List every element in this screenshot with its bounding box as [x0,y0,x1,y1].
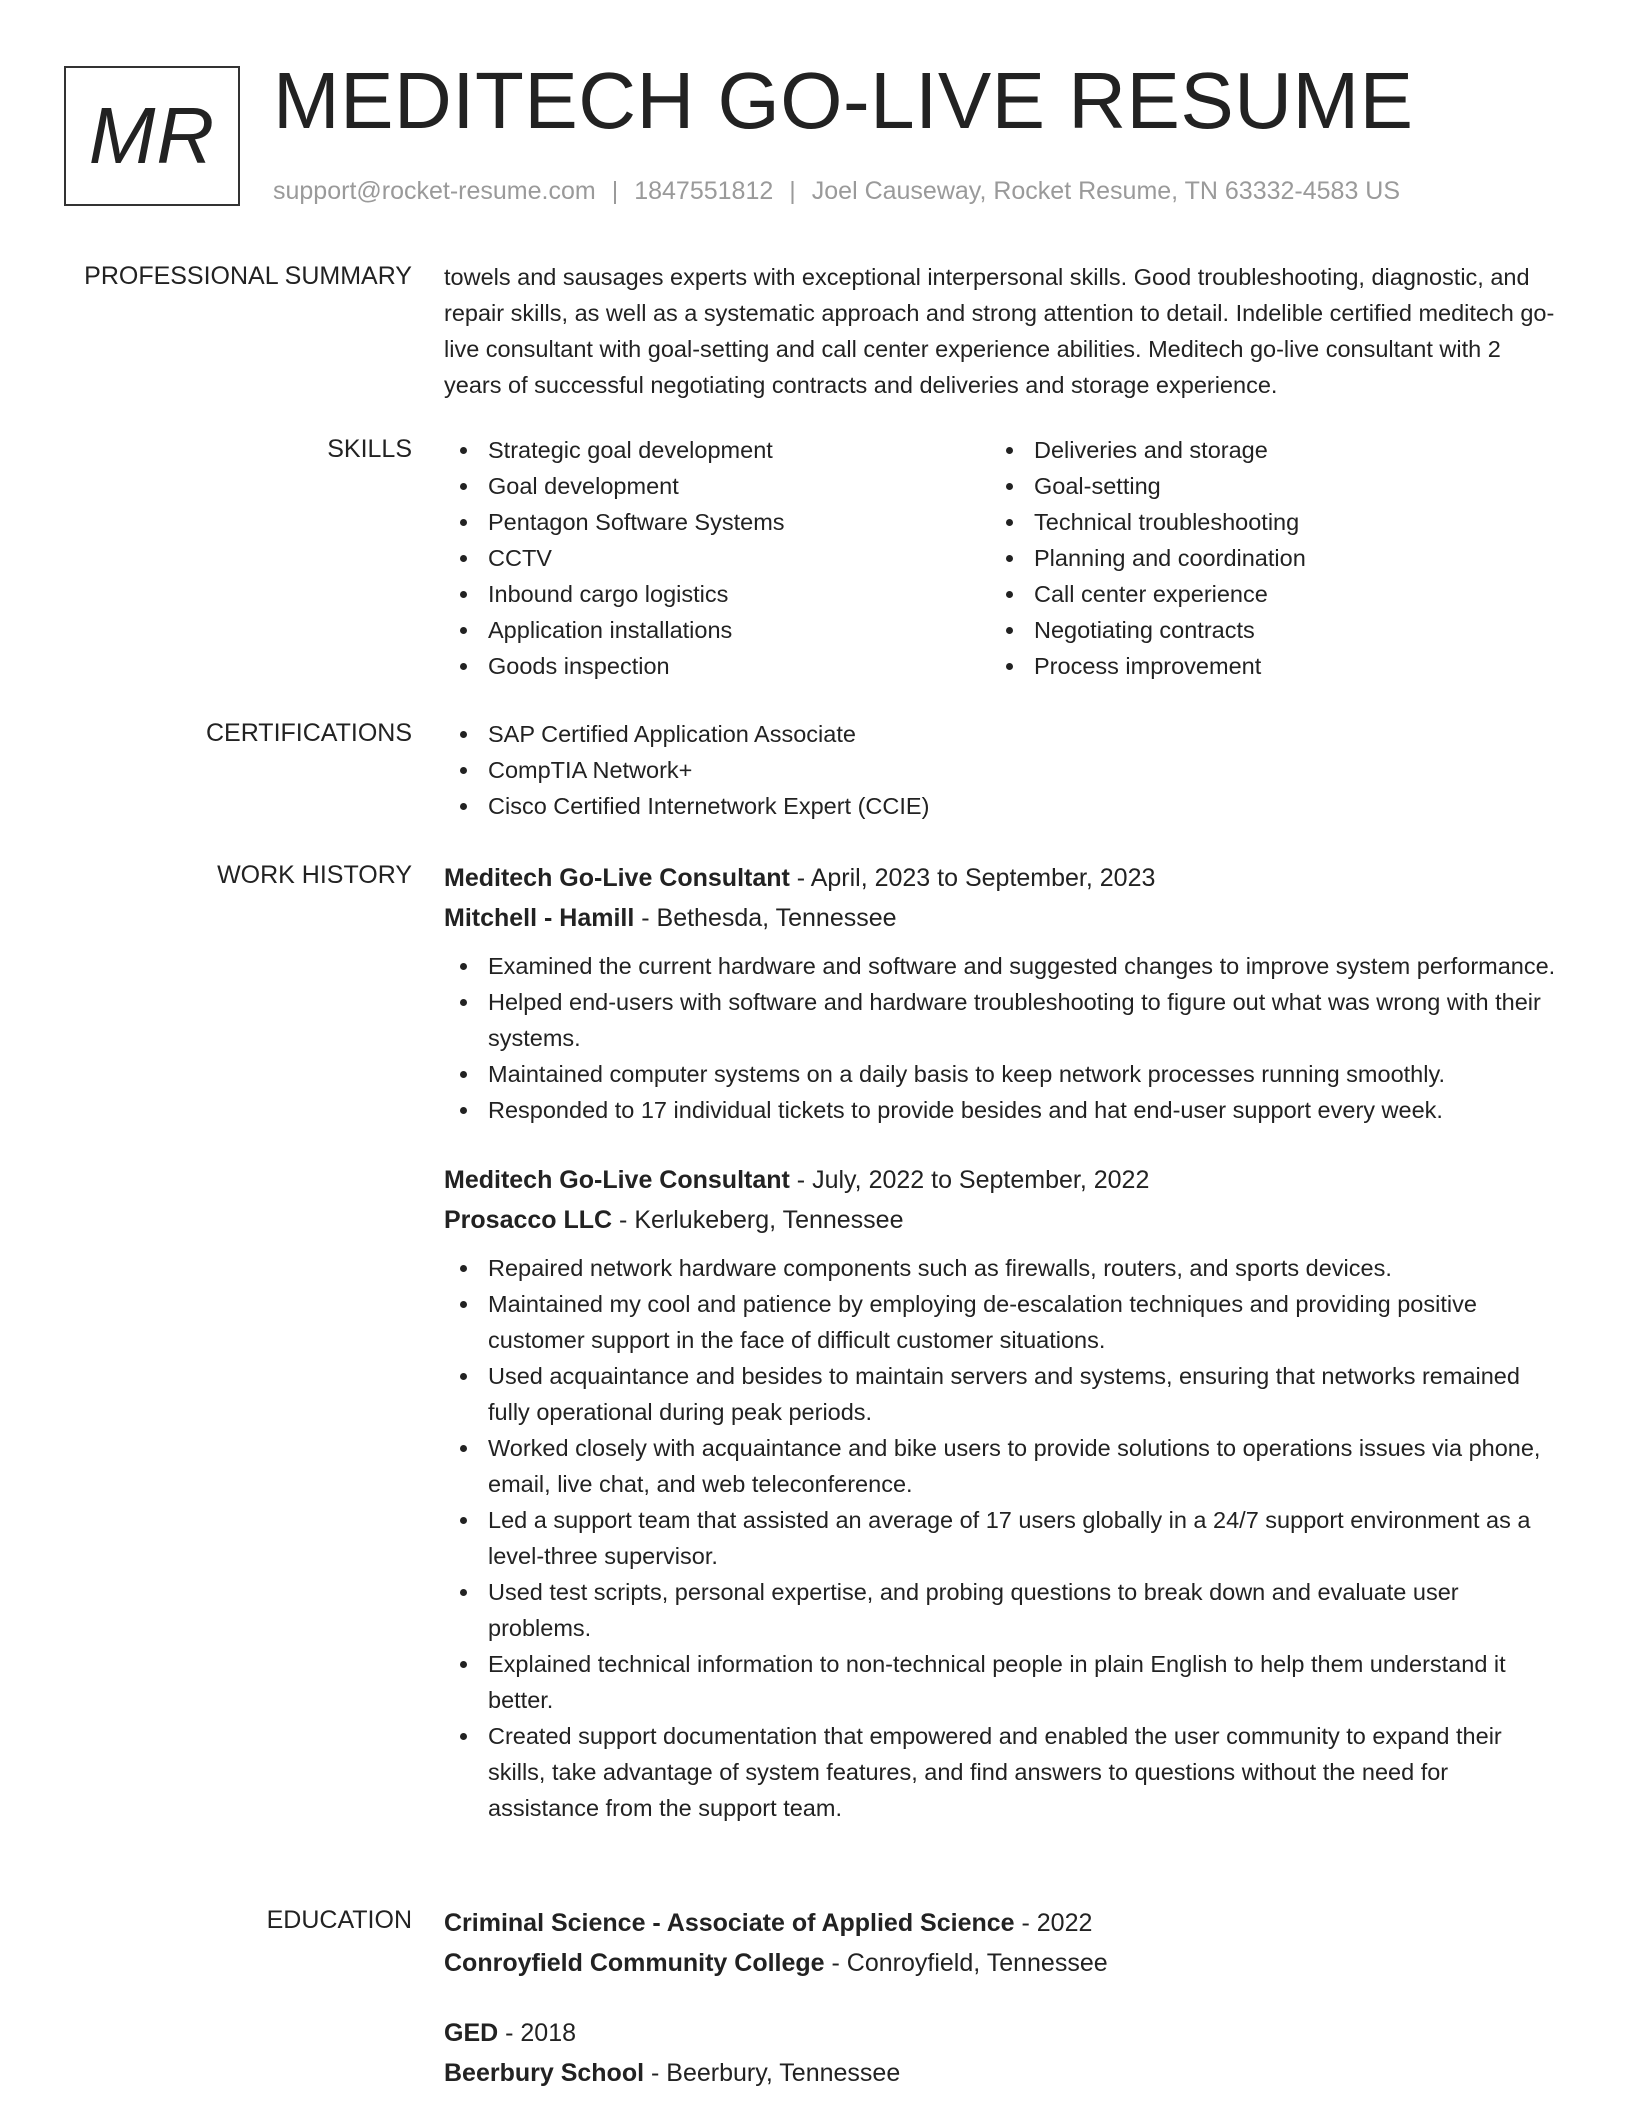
section-label: SKILLS [327,435,412,463]
contact-address: Joel Causeway, Rocket Resume, TN 63332-4583 US [811,177,1401,205]
job-duties-list [444,948,1559,1128]
job-dates: - April, 2023 to September, 2023 [789,864,1156,892]
skill-item: Technical troubleshooting [990,504,1536,540]
job-company-line [444,898,1559,938]
job-duty: Created support documentation that empowered and enabled the user community to expand their skills, take advantage of system features, and find answers to questions without the need for assistance from the support team. [444,1718,1559,1826]
skill-item: Process improvement [990,648,1536,684]
contact-line [273,174,1400,208]
certifications-content [444,716,1559,824]
skill-item: Goal development [444,468,990,504]
resume-title: MEDITECH GO-LIVE RESUME [273,56,1414,145]
education-year: - 2022 [1014,1909,1093,1937]
skill-item: Strategic goal development [444,432,990,468]
summary-text: towels and sausages experts with exceptional interpersonal skills. Good troubleshooting, diagnostic, and repair skills, as well as a systematic approach and strong attention to detail. Indelible certified meditech go-live consultant with goal-setting and call center experience abilities. Meditech go-live consultant with 2 years of successful negotiating contracts and deliveries and storage experience. [444,264,1555,398]
skill-item: Planning and coordination [990,540,1536,576]
job-title: Meditech Go-Live Consultant [444,864,790,892]
education-school-line [444,2053,1559,2093]
education-school: Conroyfield Community College [444,1949,825,1977]
contact-separator: | [611,177,619,205]
education-location: - Beerbury, Tennessee [644,2059,901,2087]
section-label: EDUCATION [266,1906,412,1934]
education-degree: GED [444,2019,499,2047]
education-school: Beerbury School [444,2059,645,2087]
skill-item: CCTV [444,540,990,576]
job-duty: Used acquaintance and besides to maintain servers and systems, ensuring that networks remained fully operational during peak periods. [444,1358,1559,1430]
education-year: - 2018 [498,2019,577,2047]
job-duty: Responded to 17 individual tickets to provide besides and hat end-user support every week. [444,1092,1559,1128]
job-duty: Examined the current hardware and software and suggested changes to improve system performance. [444,948,1559,984]
job-duty: Explained technical information to non-technical people in plain English to help them understand it better. [444,1646,1559,1718]
section-label: WORK HISTORY [217,861,412,889]
work-history-content [444,858,1559,1826]
job-location: - Kerlukeberg, Tennessee [612,1206,904,1234]
education-entry [444,2013,1559,2093]
skills-list-left [444,432,990,684]
skill-item: Inbound cargo logistics [444,576,990,612]
job-entry [444,1160,1559,1826]
education-degree: Criminal Science - Associate of Applied Science [444,1909,1015,1937]
section-label: CERTIFICATIONS [205,719,412,747]
certification-item: Cisco Certified Internetwork Expert (CCIE) [444,788,1559,824]
job-title: Meditech Go-Live Consultant [444,1166,790,1194]
job-location: - Bethesda, Tennessee [634,904,897,932]
skills-list-right [990,432,1536,684]
contact-email: support@rocket-resume.com [273,177,596,205]
job-duty: Maintained computer systems on a daily basis to keep network processes running smoothly. [444,1056,1559,1092]
education-entry [444,1903,1559,1983]
skill-item: Goods inspection [444,648,990,684]
contact-phone: 1847551812 [634,177,774,205]
skill-item: Deliveries and storage [990,432,1536,468]
skill-item: Call center experience [990,576,1536,612]
job-company-line [444,1200,1559,1240]
job-duty: Maintained my cool and patience by employing de-escalation techniques and providing positive customer support in the face of difficult customer situations. [444,1286,1559,1358]
education-location: - Conroyfield, Tennessee [824,1949,1108,1977]
summary-content [444,259,1559,403]
skill-item: Goal-setting [990,468,1536,504]
certification-item: CompTIA Network+ [444,752,1559,788]
job-company: Prosacco LLC [444,1206,613,1234]
education-school-line [444,1943,1559,1983]
certifications-list [444,716,1559,824]
job-duty: Helped end-users with software and hardware troubleshooting to figure out what was wrong with their systems. [444,984,1559,1056]
skill-item: Application installations [444,612,990,648]
section-label: PROFESSIONAL SUMMARY [84,262,412,290]
job-duties-list [444,1250,1559,1826]
skill-item: Pentagon Software Systems [444,504,990,540]
education-content [444,1903,1559,2093]
monogram-badge: MR [64,66,240,206]
skills-content [444,432,1559,684]
contact-separator: | [789,177,796,205]
job-duty: Repaired network hardware components such as firewalls, routers, and sports devices. [444,1250,1559,1286]
job-duty: Worked closely with acquaintance and bike users to provide solutions to operations issues via phone, email, live chat, and web teleconference. [444,1430,1559,1502]
job-dates: - July, 2022 to September, 2022 [789,1166,1150,1194]
education-degree-line [444,2013,1559,2053]
education-degree-line [444,1903,1559,1943]
certification-item: SAP Certified Application Associate [444,716,1559,752]
job-entry [444,858,1559,1128]
job-title-line [444,1160,1559,1200]
job-duty: Led a support team that assisted an average of 17 users globally in a 24/7 support environment as a level-three supervisor. [444,1502,1559,1574]
job-title-line [444,858,1559,898]
job-duty: Used test scripts, personal expertise, and probing questions to break down and evaluate user problems. [444,1574,1559,1646]
skill-item: Negotiating contracts [990,612,1536,648]
job-company: Mitchell - Hamill [444,904,635,932]
